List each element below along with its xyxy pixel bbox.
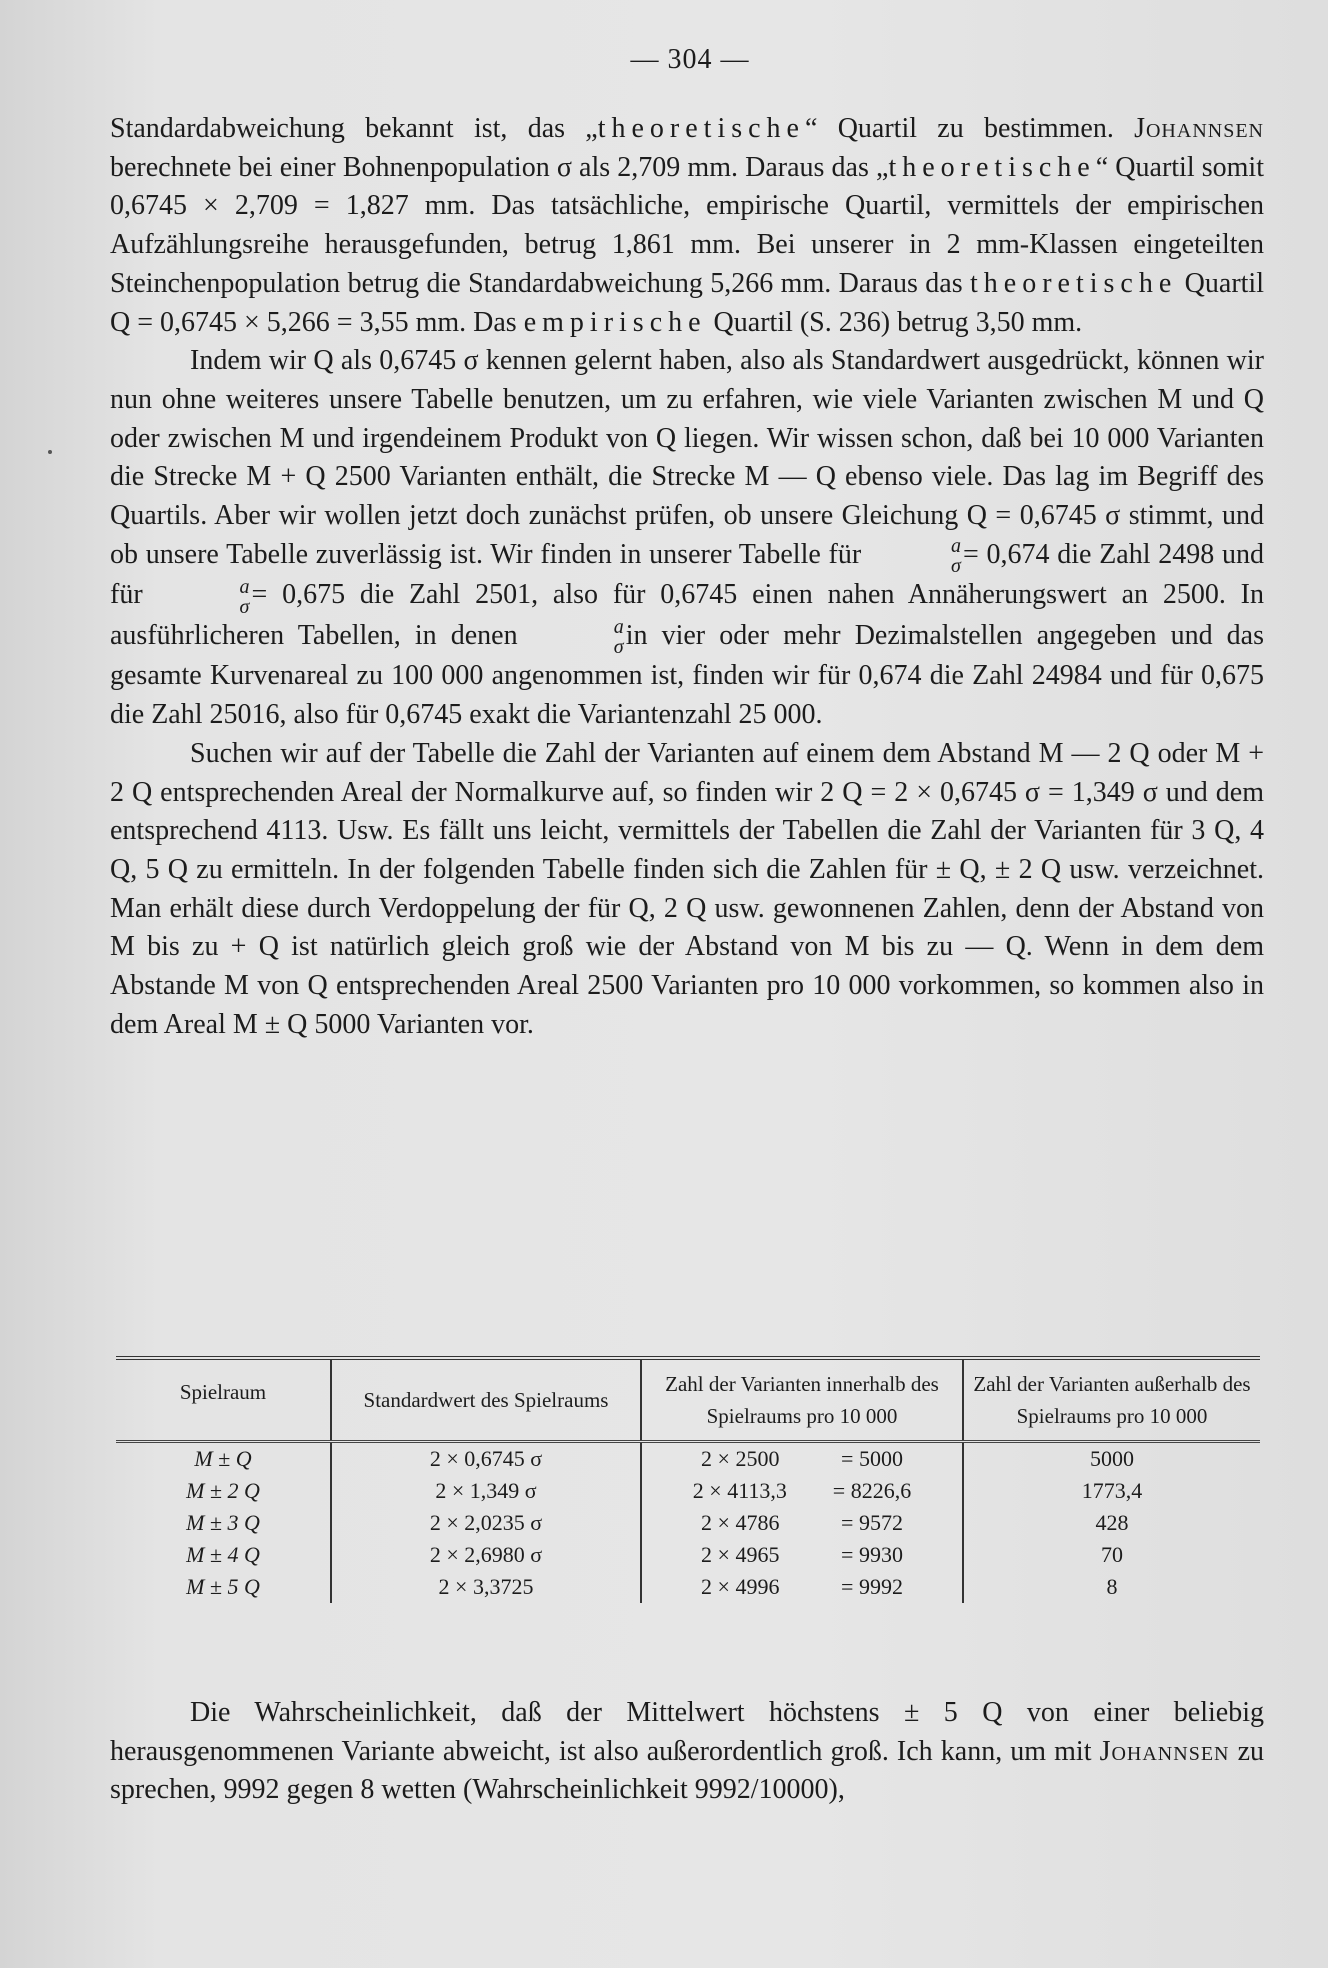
table-row: [116, 1571, 1260, 1603]
paragraph-2: [110, 342, 1264, 735]
cell-inside-product: 2 × 4786: [701, 1510, 780, 1535]
paragraph-1: [110, 110, 1264, 342]
cell-inside-product: 2 × 4965: [701, 1542, 780, 1567]
page-number: — 304 —: [630, 44, 750, 75]
cell-inside-result: = 5000: [841, 1446, 903, 1471]
cell-inside: [641, 1507, 963, 1539]
cell-std: 2 × 3,3725: [331, 1571, 641, 1603]
body-text: [110, 110, 1264, 1045]
fraction-a-sigma: [871, 536, 961, 576]
author-name: Johannsen: [1134, 113, 1264, 144]
cell-inside: [641, 1442, 963, 1476]
p4-text-b: zu sprechen, 9992 gegen 8 wetten (Wahrscheinlichkeit 9992/10000),: [110, 1735, 1264, 1806]
quartile-table: [116, 1356, 1260, 1603]
p1-spaced-1: theoretische: [597, 113, 805, 144]
table-row: [116, 1539, 1260, 1571]
cell-inside-result: = 9930: [841, 1542, 903, 1567]
table: [116, 1360, 1260, 1603]
table-row: [116, 1475, 1260, 1507]
ink-speck: [48, 450, 52, 454]
p1-spaced-2: theoretische: [888, 151, 1096, 183]
cell-outside: 5000: [1090, 1446, 1134, 1471]
p1-text-f: Quartil (S. 236) betrug 3,50 mm.: [706, 306, 1083, 338]
fraction-denominator: σ: [951, 555, 961, 578]
cell-outside: 428: [1095, 1510, 1129, 1535]
fraction-numerator: a: [613, 616, 624, 639]
cell-inside: [641, 1475, 963, 1507]
p2-text-c: = 0,675 die Zahl 2501, also für 0,6745 einen nahen Annäherungswert an 2500. In ausführlicheren Tabellen, in denen: [110, 579, 1264, 651]
cell-outside: 1773,4: [1081, 1478, 1143, 1503]
table-header-row: [116, 1360, 1260, 1442]
fraction-numerator: a: [239, 575, 250, 598]
p2-text-a: Indem wir Q als 0,6745 σ kennen gelernt haben, also als Standardwert ausgedrückt, können wir nun ohne weiteres unsere Tabelle benutzen, um zu erfahren, wie viele Varianten zwischen M und Q oder zwischen M und irgendeinem Produkt von Q liegen. Wir wissen schon, daß bei 10 000 Varianten die Strecke M + Q 2500 Varianten enthält, die Strecke M — Q ebenso viele. Das lag im Begriff des Quartils. Aber wir wollen jetzt doch zunächst prüfen, ob unsere Gleichung Q = 0,6745 σ stimmt, und ob unsere Tabelle zuverlässig ist. Wir finden in unserer Tabelle für: [110, 345, 1264, 570]
cell-outside: 70: [1101, 1542, 1123, 1567]
author-name: Johannsen: [1099, 1735, 1230, 1767]
header-ausserhalb: Zahl der Varianten außerhalb des Spielraums pro 10 000: [973, 1372, 1251, 1428]
cell-inside-product: 2 × 4996: [701, 1574, 780, 1599]
fraction-denominator: σ: [239, 595, 250, 618]
p1-text-e: Quartil Q = 0,6745 × 5,266 = 3,55 mm. Das: [110, 267, 1264, 338]
closing-text: [110, 1694, 1264, 1810]
cell-inside-result: = 9992: [841, 1574, 903, 1599]
paragraph-4: [110, 1694, 1264, 1810]
cell-range: M ± 2 Q: [116, 1475, 331, 1507]
fraction-a-sigma: [159, 577, 249, 617]
cell-inside: [641, 1571, 963, 1603]
p1-spaced-4: empirische: [523, 306, 707, 338]
cell-range: M ± 4 Q: [116, 1539, 331, 1571]
header-innerhalb: Zahl der Varianten innerhalb des Spielraums pro 10 000: [641, 1360, 963, 1442]
cell-inside-product: 2 × 2500: [701, 1446, 780, 1471]
p2-text-b: = 0,674 die Zahl 2498 und für: [110, 538, 1264, 611]
cell-range: M ± 5 Q: [116, 1571, 331, 1603]
table-row: [116, 1442, 1260, 1476]
cell-range: M ± Q: [116, 1442, 331, 1476]
cell-std: 2 × 1,349 σ: [331, 1475, 641, 1507]
cell-std: 2 × 2,0235 σ: [331, 1507, 641, 1539]
fraction-a-sigma: [534, 617, 624, 657]
cell-inside-result: = 8226,6: [832, 1478, 912, 1503]
p1-text-d: “ Quartil somit 0,6745 × 2,709 = 1,827 mm. Das tatsächliche, empirische Quartil, vermittels der empirischen Aufzählungsreihe herausgefunden, betrug 1,861 mm. Bei unserer in 2 mm-Klassen eingeteilten Steinchenpopulation betrug die Standardabweichung 5,266 mm. Daraus das: [110, 151, 1264, 299]
paragraph-3: Suchen wir auf der Tabelle die Zahl der Varianten auf einem dem Abstand M — 2 Q oder M + 2 Q entsprechenden Areal der Normalkurve auf, so finden wir 2 Q = 2 × 0,6745 σ = 1,349 σ und dem entsprechend 4113. Usw. Es fällt uns leicht, vermittels der Tabellen die Zahl der Varianten für 3 Q, 4 Q, 5 Q zu ermitteln. In der folgenden Tabelle finden sich die Zahlen für ± Q, ± 2 Q usw. verzeichnet. Man erhält diese durch Verdoppelung der für Q, 2 Q usw. gewonnenen Zahlen, denn der Abstand von M bis zu + Q ist natürlich gleich groß wie der Abstand von M bis zu — Q. Wenn in dem dem Abstande M von Q entsprechenden Areal 2500 Varianten pro 10 000 vorkommen, so kommen also in dem Areal M ± Q 5000 Varianten vor.: [110, 737, 1264, 1040]
cell-std: 2 × 2,6980 σ: [331, 1539, 641, 1571]
p1-text-a: Standardabweichung bekannt ist, das „: [110, 113, 598, 144]
fraction-numerator: a: [950, 535, 961, 558]
p1-spaced-3: theoretische: [970, 267, 1178, 299]
cell-inside: [641, 1539, 963, 1571]
p4-text-a: Die Wahrscheinlichkeit, daß der Mittelwert höchstens ± 5 Q von einer beliebig herausgenommenen Variante abweicht, ist also außerordentlich groß. Ich kann, um mit: [110, 1697, 1264, 1767]
cell-outside: 8: [1106, 1574, 1118, 1599]
header-spielraum: Spielraum: [116, 1360, 331, 1442]
fraction-denominator: σ: [613, 636, 624, 659]
p2-text-d: in vier oder mehr Dezimalstellen angegeben und das gesamte Kurvenareal zu 100 000 angenommen ist, finden wir für 0,674 die Zahl 24984 und für 0,675 die Zahl 25016, also für 0,6745 exakt die Variantenzahl 25 000.: [110, 619, 1264, 731]
p1-text-c: berechnete bei einer Bohnenpopulation σ als 2,709 mm. Daraus das „: [110, 151, 889, 183]
cell-std: 2 × 0,6745 σ: [331, 1442, 641, 1476]
header-standardwert: Standardwert des Spielraums: [331, 1360, 641, 1442]
cell-inside-result: = 9572: [841, 1510, 903, 1535]
table-row: [116, 1507, 1260, 1539]
cell-range: M ± 3 Q: [116, 1507, 331, 1539]
p1-text-b: “ Quartil zu bestimmen.: [805, 113, 1114, 144]
cell-inside-product: 2 × 4113,3: [692, 1478, 787, 1503]
